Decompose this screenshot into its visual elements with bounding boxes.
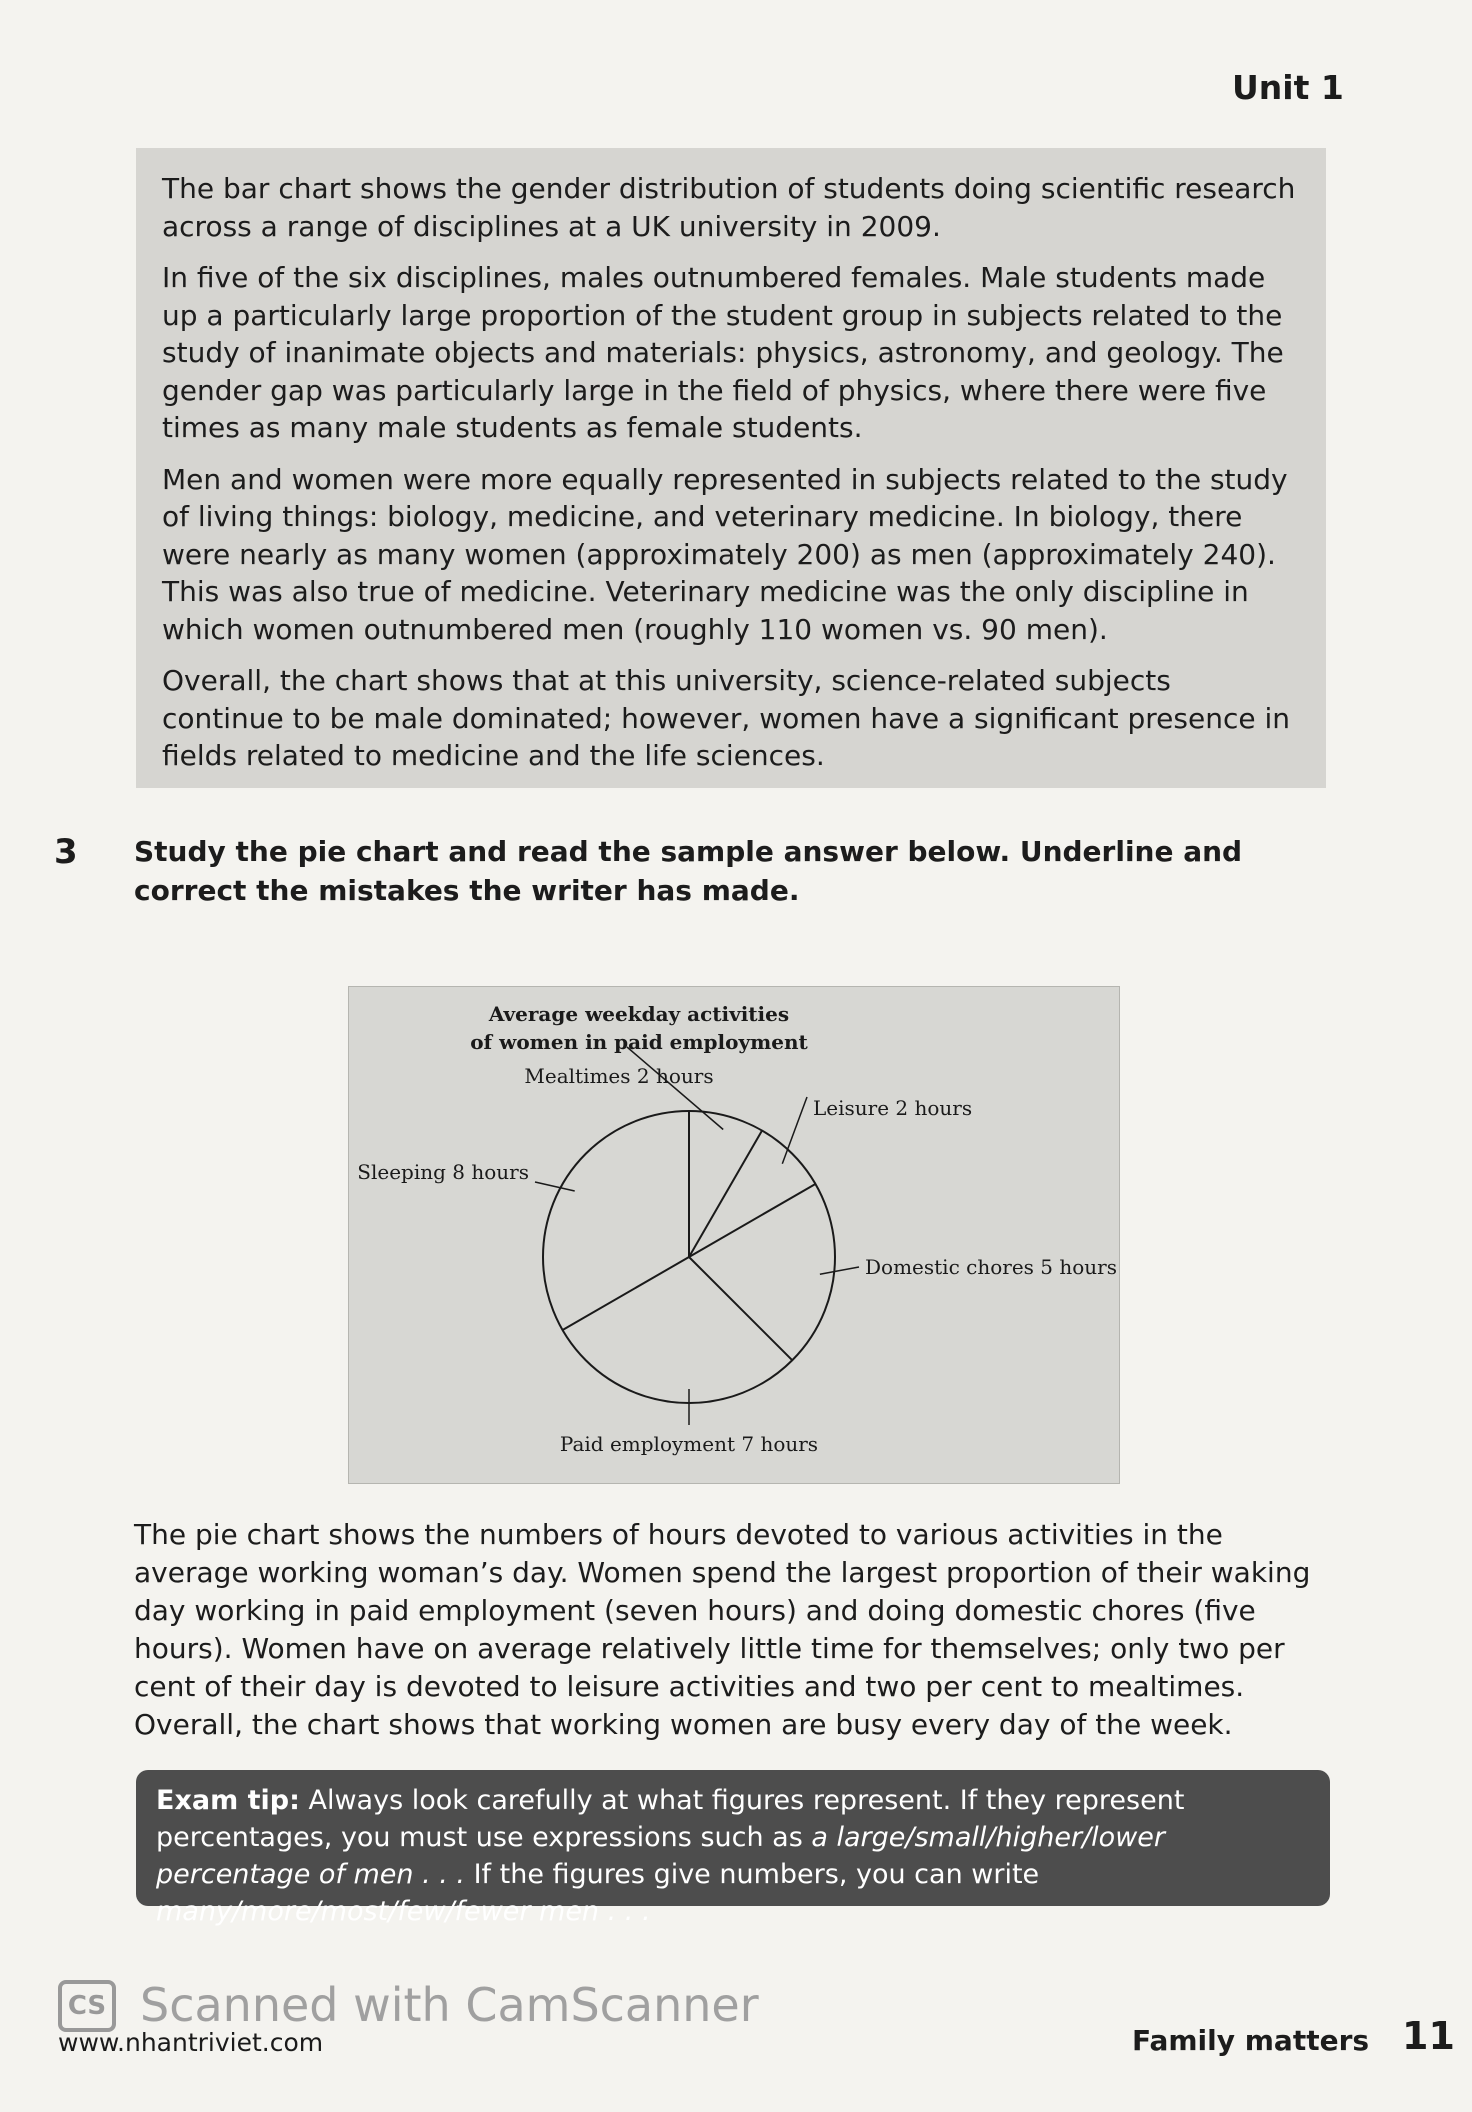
footer-section-title: Family matters (1132, 2024, 1370, 2057)
exam-tip-example: many/more/most/few/fewer men . . . (156, 1896, 651, 1927)
exam-tip-text: Always look carefully at what figures represent. If they represent percentages, you must use expressions such as (156, 1785, 1185, 1853)
pie-slice-label: Mealtimes 2 hours (524, 1064, 714, 1088)
chart-title-line2: of women in paid employment (470, 1030, 808, 1054)
pie-chart (349, 987, 1119, 1483)
pie-slice-label: Paid employment 7 hours (559, 1432, 819, 1456)
exam-tip-example: a large/small/higher/lower percentage of men . . . (156, 1822, 1165, 1890)
pie-label-leader (782, 1097, 807, 1164)
model-answer-paragraph: The bar chart shows the gender distribution of students doing scientific research across a range of disciplines at a UK university in 2009. (162, 172, 1296, 243)
pie-slice-label: Domestic chores 5 hours (865, 1255, 1117, 1279)
pie-label-leader (627, 1047, 723, 1130)
pie-slice-boundary (689, 1257, 792, 1360)
model-answer-paragraph: In five of the six disciplines, males outnumbered females. Male students made up a particularly large proportion of the student group in subjects related to the study of inanimate objects and materials: physics, astronomy, and geology. The gender gap was particularly large in the field of physics, where there were five times as many male students as female students. (162, 261, 1284, 444)
model-answer-paragraph: Overall, the chart shows that at this university, science-related subjects continue to be male dominated; however, women have a significant presence in fields related to medicine and the life sciences. (162, 664, 1291, 772)
unit-heading: Unit 1 (1232, 68, 1344, 107)
pie-slices (543, 1111, 835, 1403)
pie-chart-figure (348, 986, 1120, 1484)
chart-title-line1: Average weekday activities (488, 1002, 790, 1026)
model-answer-box (136, 148, 1326, 788)
website-link[interactable]: www.nhantriviet.com (58, 2028, 324, 2057)
pie-slice-label: Sleeping 8 hours (357, 1160, 529, 1184)
camscanner-watermark: Scanned with CamScanner (140, 1978, 759, 2032)
pie-label-leader (820, 1267, 859, 1274)
exam-tip-lead: Exam tip: (156, 1785, 300, 1816)
exam-tip-box (136, 1770, 1330, 1927)
pie-slice-label: Leisure 2 hours (813, 1096, 973, 1120)
pie-slice-boundary (689, 1131, 762, 1257)
pie-label-leader (535, 1182, 575, 1191)
exam-tip-text: If the figures give numbers, you can write (465, 1859, 1040, 1890)
pie-slice-boundary (689, 1184, 815, 1257)
question-number: 3 (54, 832, 78, 872)
sample-answer: The pie chart shows the numbers of hours devoted to various activities in the average working woman’s day. Women spend the largest proportion of their waking day working in paid employment (seven hours) and doing domestic chores (five hours). Women have on average relatively little time for themselves; only two per cent of their day is devoted to leisure activities and two per cent to mealtimes. Overall, the chart shows that working women are busy every day of the week. (134, 1518, 1311, 1741)
page-number: 11 (1402, 2014, 1455, 2058)
pie-slice-boundary (563, 1257, 689, 1330)
model-answer-paragraph: Men and women were more equally represented in subjects related to the study of living things: biology, medicine, and veterinary medicine. In biology, there were nearly as many women (approximately 200) as men (approximately 240). This was also true of medicine. Veterinary medicine was the only discipline in which women outnumbered men (roughly 110 women vs. 90 men). (162, 462, 1288, 646)
camscanner-logo: CS (58, 1980, 116, 2032)
question-instruction: Study the pie chart and read the sample answer below. Underline and correct the mistakes the writer has made. (134, 835, 1243, 907)
